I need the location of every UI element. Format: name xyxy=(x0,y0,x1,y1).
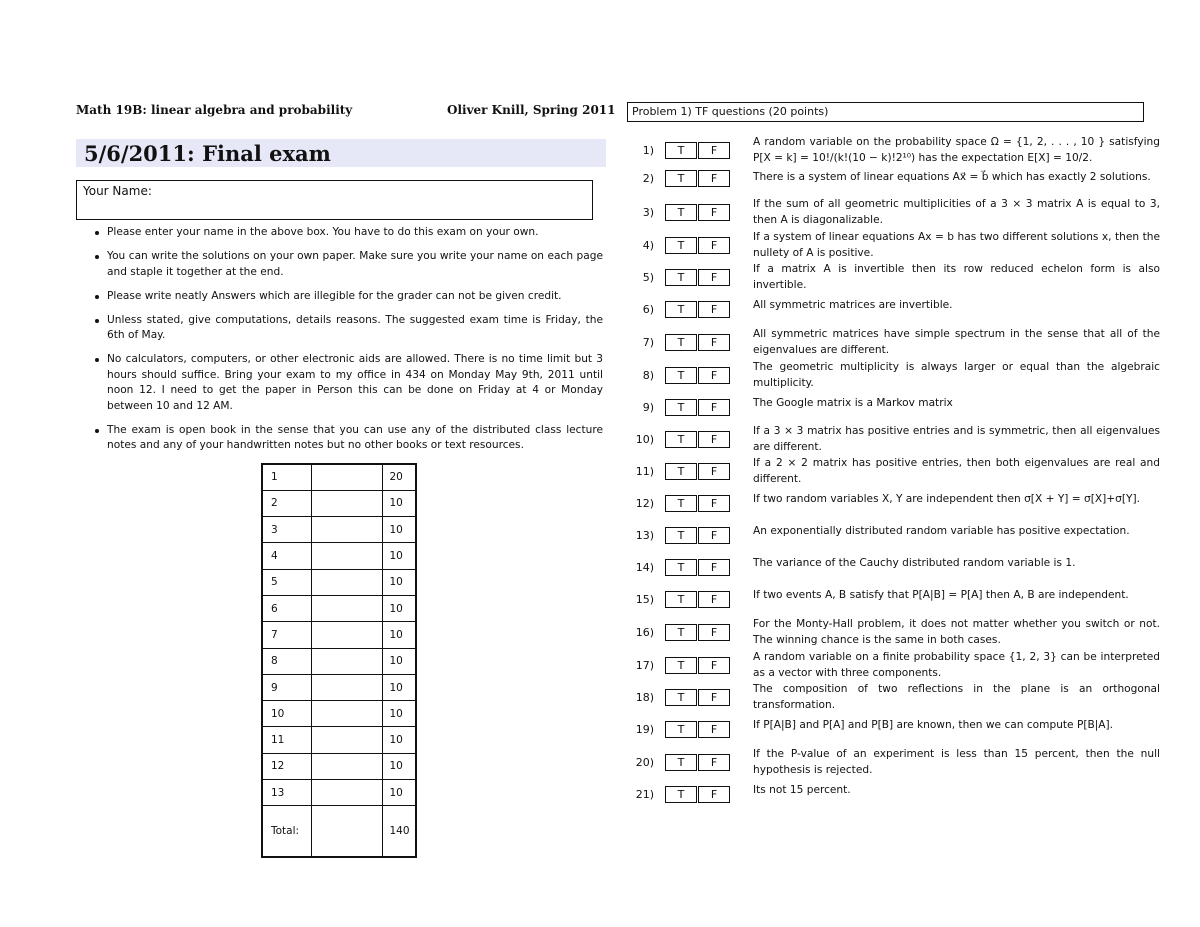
score-cell[interactable] xyxy=(311,648,382,674)
instruction-item: Please enter your name in the above box. You have to do this exam on your own. xyxy=(93,225,603,241)
false-box[interactable]: F xyxy=(698,301,730,318)
score-row xyxy=(262,701,416,727)
true-box[interactable]: T xyxy=(665,559,697,576)
score-row xyxy=(262,464,416,490)
instruction-item: Please write neatly Answers which are illegible for the grader can not be given credit. xyxy=(93,289,603,305)
max-points: 10 xyxy=(382,727,416,753)
false-box[interactable]: F xyxy=(698,559,730,576)
tf-question xyxy=(630,263,1160,299)
false-box[interactable]: F xyxy=(698,527,730,544)
max-points: 20 xyxy=(382,464,416,490)
score-cell[interactable] xyxy=(311,490,382,516)
score-row xyxy=(262,543,416,569)
true-box[interactable]: T xyxy=(665,721,697,738)
author-term: Oliver Knill, Spring 2011 xyxy=(447,103,616,117)
false-box[interactable]: F xyxy=(698,269,730,286)
score-cell[interactable] xyxy=(311,674,382,700)
max-points: 10 xyxy=(382,674,416,700)
true-box[interactable]: T xyxy=(665,657,697,674)
max-points: 10 xyxy=(382,595,416,621)
score-row xyxy=(262,780,416,806)
question-number: 1) xyxy=(642,144,654,157)
question-number: 21) xyxy=(635,788,654,801)
false-box[interactable]: F xyxy=(698,204,730,221)
instruction-item: The exam is open book in the sense that you can use any of the distributed class lecture notes and any of your handwritten notes but no other books or text resources. xyxy=(93,423,603,454)
problem-number: 12 xyxy=(262,753,311,779)
question-text: If a matrix A is invertible then its row reduced echelon form is also invertible. xyxy=(753,263,1160,291)
max-points: 10 xyxy=(382,543,416,569)
question-text: The variance of the Cauchy distributed random variable is 1. xyxy=(753,557,1076,569)
false-box[interactable]: F xyxy=(698,367,730,384)
max-points: 10 xyxy=(382,753,416,779)
instruction-item: Unless stated, give computations, details reasons. The suggested exam time is Friday, the 6th of May. xyxy=(93,313,603,344)
question-text: If two events A, B satisfy that P[A|B] = P[A] then A, B are independent. xyxy=(753,589,1129,601)
problem-number: 4 xyxy=(262,543,311,569)
question-number: 13) xyxy=(635,529,654,542)
problem-number: 8 xyxy=(262,648,311,674)
true-box[interactable]: T xyxy=(665,301,697,318)
question-text: If P[A|B] and P[A] and P[B] are known, then we can compute P[B|A]. xyxy=(753,719,1114,731)
true-box[interactable]: T xyxy=(665,754,697,771)
score-row xyxy=(262,753,416,779)
tf-question xyxy=(630,170,1160,200)
question-number: 16) xyxy=(635,626,654,639)
problem-number: 5 xyxy=(262,569,311,595)
problem-number: 10 xyxy=(262,701,311,727)
question-number: 11) xyxy=(635,465,654,478)
problem-number: 11 xyxy=(262,727,311,753)
instructions-list xyxy=(93,225,603,462)
question-text: If two random variables X, Y are independent then σ[X + Y] = σ[X]+σ[Y]. xyxy=(753,493,1140,505)
true-box[interactable]: T xyxy=(665,786,697,803)
false-box[interactable]: F xyxy=(698,170,730,187)
score-row xyxy=(262,674,416,700)
score-cell[interactable] xyxy=(311,622,382,648)
max-points: 10 xyxy=(382,569,416,595)
max-points: 10 xyxy=(382,648,416,674)
true-box[interactable]: T xyxy=(665,431,697,448)
total-label: Total: xyxy=(262,806,311,857)
tf-question xyxy=(630,495,1160,525)
problem-number: 6 xyxy=(262,595,311,621)
score-row xyxy=(262,648,416,674)
course-title: Math 19B: linear algebra and probability xyxy=(76,103,353,117)
score-row xyxy=(262,727,416,753)
question-number: 19) xyxy=(635,723,654,736)
score-cell[interactable] xyxy=(311,595,382,621)
question-text: If the P-value of an experiment is less than 15 percent, then the null hypothesis is rejected. xyxy=(753,748,1160,776)
question-text: If a 2 × 2 matrix has positive entries, then both eigenvalues are real and different. xyxy=(753,457,1160,485)
question-text: If the sum of all geometric multiplicities of a 3 × 3 matrix A is equal to 3, then A is diagonalizable. xyxy=(753,198,1160,226)
question-text: For the Monty-Hall problem, it does not matter whether you switch or not. The winning chance is the same in both cases. xyxy=(753,618,1160,646)
name-label: Your Name: xyxy=(83,184,152,198)
instruction-item: No calculators, computers, or other electronic aids are allowed. There is no time limit but 3 hours should suffice. Bring your exam to my office in 434 on Monday May 9th, 2011 until noon 12. I need to get the paper in Person this can be done on Friday at 4 or Monday between 10 and 12 AM. xyxy=(93,352,603,414)
problem-title: Problem 1) TF questions (20 points) xyxy=(632,105,829,118)
question-number: 12) xyxy=(635,497,654,510)
problem-number: 7 xyxy=(262,622,311,648)
total-points: 140 xyxy=(382,806,416,857)
score-row xyxy=(262,595,416,621)
true-box[interactable]: T xyxy=(665,204,697,221)
max-points: 10 xyxy=(382,517,416,543)
question-text: The Google matrix is a Markov matrix xyxy=(753,397,953,409)
true-box[interactable]: T xyxy=(665,269,697,286)
false-box[interactable]: F xyxy=(698,431,730,448)
question-text: If a system of linear equations Ax = b has two different solutions x, then the nullety of A is positive. xyxy=(753,231,1160,259)
total-row xyxy=(262,806,416,857)
true-box[interactable]: T xyxy=(665,367,697,384)
question-number: 6) xyxy=(642,303,654,316)
true-box[interactable]: T xyxy=(665,142,697,159)
name-field[interactable] xyxy=(76,180,593,220)
false-box[interactable]: F xyxy=(698,721,730,738)
true-box[interactable]: T xyxy=(665,527,697,544)
true-box[interactable]: T xyxy=(665,334,697,351)
question-text: The composition of two reflections in the plane is an orthogonal transformation. xyxy=(753,683,1160,711)
false-box[interactable]: F xyxy=(698,399,730,416)
score-cell[interactable] xyxy=(311,569,382,595)
instruction-item: You can write the solutions on your own paper. Make sure you write your name on each page and staple it together at the end. xyxy=(93,249,603,280)
score-cell[interactable] xyxy=(311,753,382,779)
question-text: All symmetric matrices have simple spectrum in the sense that all of the eigenvalues are different. xyxy=(753,328,1160,356)
score-row xyxy=(262,490,416,516)
question-text: All symmetric matrices are invertible. xyxy=(753,299,953,311)
question-text: Its not 15 percent. xyxy=(753,784,851,796)
max-points: 10 xyxy=(382,622,416,648)
problem-number: 13 xyxy=(262,780,311,806)
question-number: 18) xyxy=(635,691,654,704)
false-box[interactable]: F xyxy=(698,142,730,159)
problem-header xyxy=(627,102,1144,122)
false-box[interactable]: F xyxy=(698,237,730,254)
question-number: 4) xyxy=(642,239,654,252)
false-box[interactable]: F xyxy=(698,463,730,480)
question-number: 3) xyxy=(642,206,654,219)
tf-question xyxy=(630,748,1160,784)
question-number: 17) xyxy=(635,659,654,672)
exam-title-band xyxy=(76,139,606,167)
false-box[interactable]: F xyxy=(698,786,730,803)
score-cell[interactable] xyxy=(311,517,382,543)
tf-question xyxy=(630,559,1160,589)
question-text: An exponentially distributed random variable has positive expectation. xyxy=(753,525,1130,537)
score-row xyxy=(262,622,416,648)
tf-question xyxy=(630,136,1160,172)
tf-question xyxy=(630,457,1160,493)
question-text: There is a system of linear equations Ax⃗ = b⃗ which has exactly 2 solutions. xyxy=(753,171,1151,183)
score-cell[interactable] xyxy=(311,780,382,806)
score-row xyxy=(262,569,416,595)
question-number: 10) xyxy=(635,433,654,446)
true-box[interactable]: T xyxy=(665,463,697,480)
question-text: A random variable on a finite probability space {1, 2, 3} can be interpreted as a vector with three components. xyxy=(753,651,1160,679)
false-box[interactable]: F xyxy=(698,657,730,674)
score-cell[interactable] xyxy=(311,464,382,490)
score-row xyxy=(262,517,416,543)
question-number: 8) xyxy=(642,369,654,382)
score-cell[interactable] xyxy=(311,543,382,569)
false-box[interactable]: F xyxy=(698,689,730,706)
false-box[interactable]: F xyxy=(698,495,730,512)
false-box[interactable]: F xyxy=(698,334,730,351)
tf-question xyxy=(630,527,1160,557)
question-number: 14) xyxy=(635,561,654,574)
false-box[interactable]: F xyxy=(698,754,730,771)
problem-number: 3 xyxy=(262,517,311,543)
true-box[interactable]: T xyxy=(665,689,697,706)
true-box[interactable]: T xyxy=(665,591,697,608)
question-number: 2) xyxy=(642,172,654,185)
score-cell[interactable] xyxy=(311,701,382,727)
max-points: 10 xyxy=(382,780,416,806)
exam-title: 5/6/2011: Final exam xyxy=(84,141,331,166)
question-number: 5) xyxy=(642,271,654,284)
score-cell[interactable] xyxy=(311,727,382,753)
true-box[interactable]: T xyxy=(665,170,697,187)
total-score-cell[interactable] xyxy=(311,806,382,857)
tf-question xyxy=(630,786,1160,816)
true-box[interactable]: T xyxy=(665,495,697,512)
false-box[interactable]: F xyxy=(698,624,730,641)
question-text: The geometric multiplicity is always larger or equal than the algebraic multiplicity. xyxy=(753,361,1160,389)
question-number: 9) xyxy=(642,401,654,414)
true-box[interactable]: T xyxy=(665,237,697,254)
max-points: 10 xyxy=(382,701,416,727)
tf-question xyxy=(630,361,1160,397)
max-points: 10 xyxy=(382,490,416,516)
score-table xyxy=(261,463,417,858)
question-number: 20) xyxy=(635,756,654,769)
tf-question xyxy=(630,683,1160,719)
question-text: If a 3 × 3 matrix has positive entries and is symmetric, then all eigenvalues are different. xyxy=(753,425,1160,453)
false-box[interactable]: F xyxy=(698,591,730,608)
question-number: 15) xyxy=(635,593,654,606)
true-box[interactable]: T xyxy=(665,624,697,641)
question-text: A random variable on the probability space Ω = {1, 2, . . . , 10 } satisfying P[X = k] = 10!/(k!(10 − k)!2¹⁰) has the expectation E[X] = 10/2. xyxy=(753,136,1160,164)
problem-number: 9 xyxy=(262,674,311,700)
true-box[interactable]: T xyxy=(665,399,697,416)
question-number: 7) xyxy=(642,336,654,349)
problem-number: 2 xyxy=(262,490,311,516)
problem-number: 1 xyxy=(262,464,311,490)
